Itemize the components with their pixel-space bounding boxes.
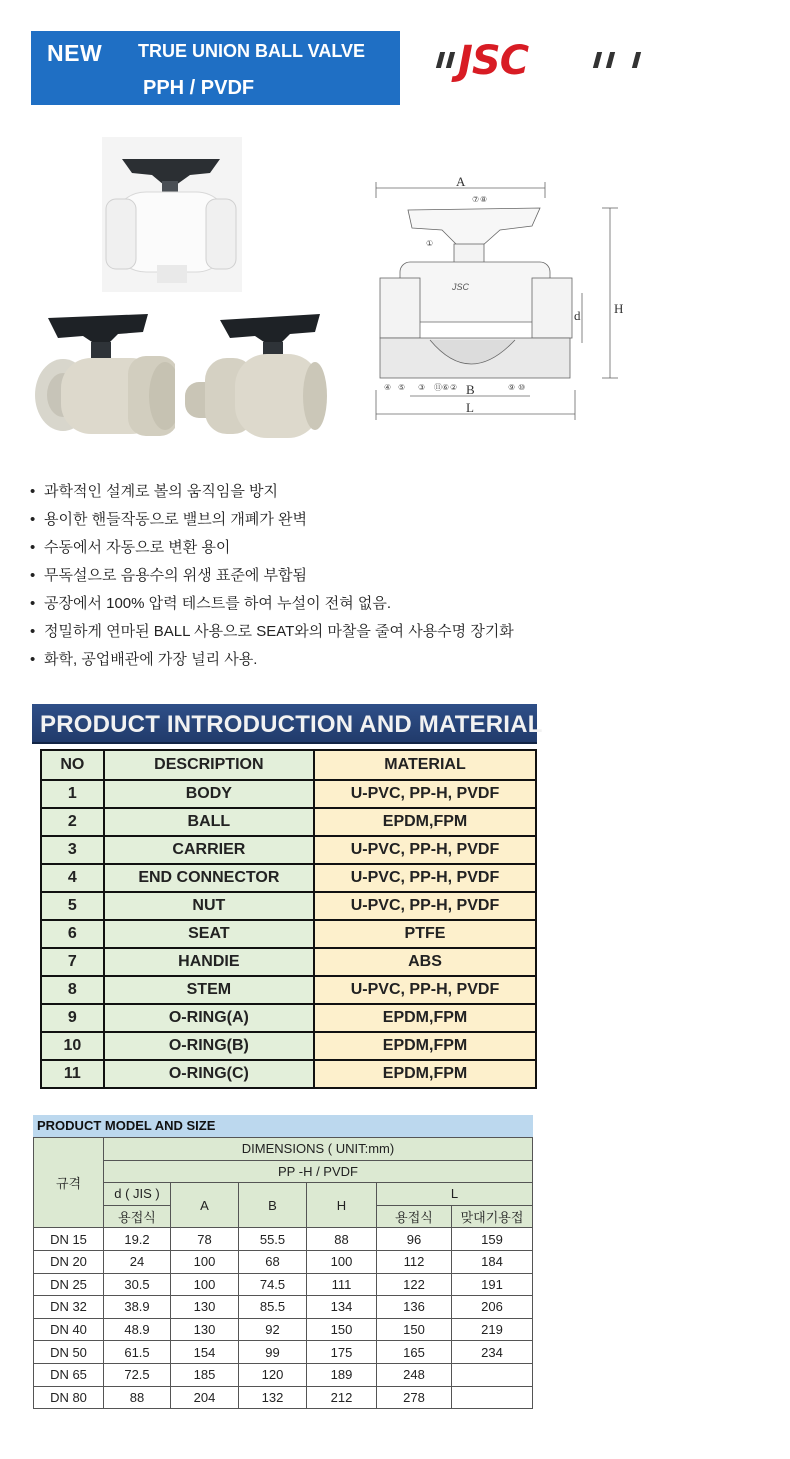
feature-list	[30, 481, 630, 677]
table-row: DN 40 48.9 130 92 150 150 219	[34, 1318, 533, 1341]
table-row: 6 SEAT PTFE	[41, 920, 536, 948]
callout-7: ⑦	[472, 195, 480, 204]
dim-a-label: A	[456, 174, 466, 189]
grey-valve-photo-left	[33, 310, 188, 440]
product-title: TRUE UNION BALL VALVE	[138, 41, 366, 61]
list-item: • 용이한 핸들작동으로 밸브의 개폐가 완벽	[30, 511, 308, 528]
material-banner	[32, 704, 543, 744]
list-item: • 공장에서 100% 압력 테스트를 하여 누설이 전혀 없음.	[30, 595, 392, 612]
dim-l-label: L	[466, 400, 474, 415]
white-valve-photo	[102, 137, 242, 292]
a-header: A	[171, 1183, 239, 1228]
list-item: • 과학적인 설계로 볼의 움직임을 방지	[30, 483, 279, 500]
table-header-row	[41, 750, 536, 780]
table-row: 8 STEM U-PVC, PP-H, PVDF	[41, 976, 536, 1004]
dim-b-label: B	[466, 382, 475, 397]
material-table	[40, 749, 537, 1089]
model-size-table	[33, 1137, 533, 1409]
dim-h-label: H	[614, 301, 624, 316]
table-row: DN 50 61.5 154 99 175 165 234	[34, 1341, 533, 1364]
dim-d-label: d	[574, 308, 581, 323]
table-row: 9 O-RING(A) EPDM,FPM	[41, 1004, 536, 1032]
col-no-header: NO	[41, 750, 104, 780]
table-row: DN 65 72.5 185 120 189 248	[34, 1363, 533, 1386]
grey-valve-photo-right	[175, 310, 330, 440]
material-header: PP -H / PVDF	[104, 1160, 533, 1183]
dimensions-header: DIMENSIONS ( UNIT:mm)	[104, 1138, 533, 1161]
table-row: 4 END CONNECTOR U-PVC, PP-H, PVDF	[41, 864, 536, 892]
table-row: 7 HANDIE ABS	[41, 948, 536, 976]
table-row: DN 80 88 204 132 212 278	[34, 1386, 533, 1409]
body-stamp: JSC	[452, 282, 470, 292]
callout-11: ⑪	[434, 383, 442, 392]
table-row: DN 20 24 100 68 100 112 184	[34, 1250, 533, 1273]
l-sub-header-weld: 용접식	[377, 1205, 452, 1228]
callout-8: ⑧	[480, 195, 488, 204]
d-header: d ( JIS )	[104, 1183, 171, 1206]
callout-2: ②	[450, 383, 458, 392]
material-banner-title: PRODUCT INTRODUCTION AND MATERIAL	[40, 711, 543, 738]
list-item: • 수동에서 자동으로 변환 용이	[30, 539, 231, 556]
list-item: • 무독설으로 음용수의 위생 표준에 부합됨	[30, 567, 308, 584]
list-item: • 화학, 공업배관에 가장 널리 사용.	[30, 651, 258, 668]
table-row: 3 CARRIER U-PVC, PP-H, PVDF	[41, 836, 536, 864]
table-row: 5 NUT U-PVC, PP-H, PVDF	[41, 892, 536, 920]
col-description-header: DESCRIPTION	[104, 750, 314, 780]
callout-1: ①	[426, 239, 434, 248]
table-row: 1 BODY U-PVC, PP-H, PVDF	[41, 780, 536, 808]
table-row: 10 O-RING(B) EPDM,FPM	[41, 1032, 536, 1060]
callout-9: ⑨	[508, 383, 516, 392]
header-banner	[31, 31, 400, 105]
callout-6: ⑥	[442, 383, 450, 392]
table-row: 2 BALL EPDM,FPM	[41, 808, 536, 836]
product-subtitle: PPH / PVDF	[143, 77, 255, 99]
model-size-section	[33, 1115, 533, 1409]
callout-10: ⑩	[518, 383, 526, 392]
d-sub-header: 용접식	[104, 1205, 171, 1228]
jsc-logo	[430, 38, 645, 86]
b-header: B	[239, 1183, 307, 1228]
l-sub-header-butt: 맞대기용접	[452, 1205, 533, 1228]
table-row: 11 O-RING(C) EPDM,FPM	[41, 1060, 536, 1088]
callout-5: ⑤	[398, 383, 406, 392]
col-material-header: MATERIAL	[314, 750, 536, 780]
table-row: DN 25 30.5 100 74.5 111 122 191	[34, 1273, 533, 1296]
table-row: DN 15 19.2 78 55.5 88 96 159	[34, 1228, 533, 1251]
callout-3: ③	[418, 383, 426, 392]
callout-4: ④	[384, 383, 392, 392]
model-size-title: PRODUCT MODEL AND SIZE	[33, 1115, 533, 1137]
list-item: • 정밀하게 연마된 BALL 사용으로 SEAT와의 마찰을 줄여 사용수명 장기화	[30, 623, 514, 640]
new-label: NEW	[47, 40, 103, 66]
l-header: L	[377, 1183, 533, 1206]
table-row: DN 32 38.9 130 85.5 134 136 206	[34, 1296, 533, 1319]
spec-header: 규격	[34, 1138, 104, 1228]
valve-technical-drawing	[370, 168, 624, 432]
h-header: H	[307, 1183, 377, 1228]
logo-text: JSC	[458, 38, 529, 84]
